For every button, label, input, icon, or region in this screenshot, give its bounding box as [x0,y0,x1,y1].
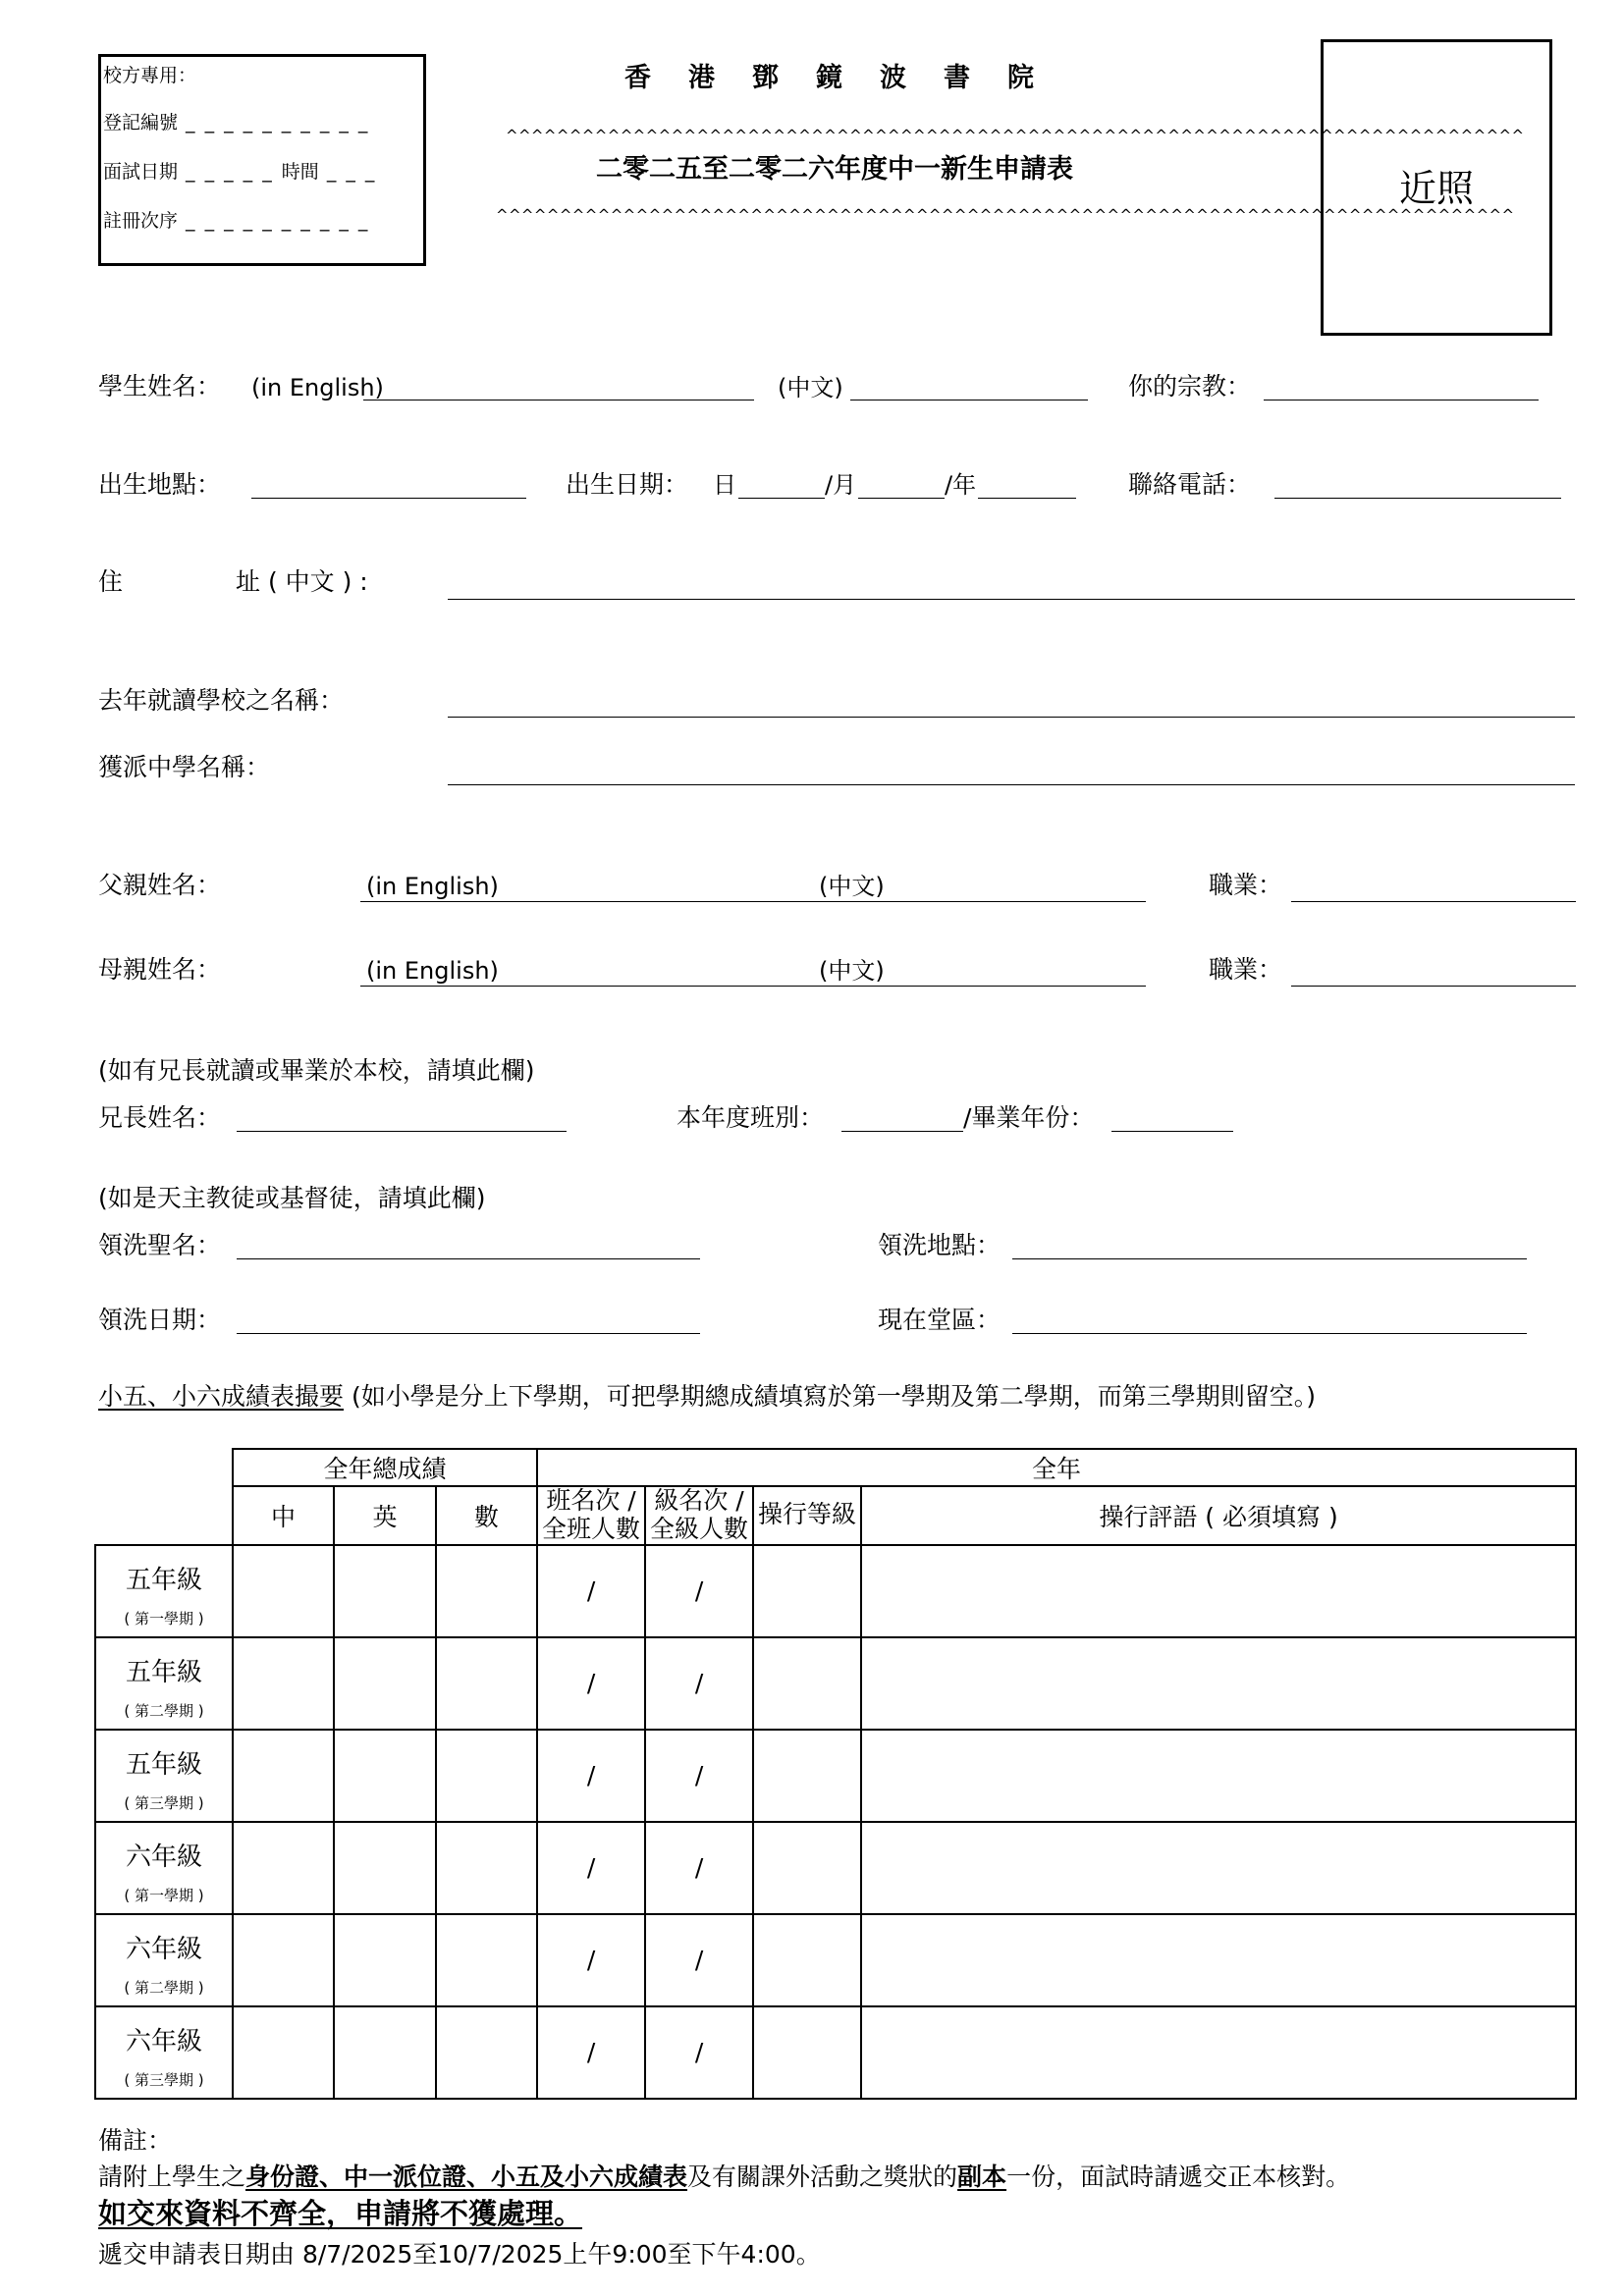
comment-cell[interactable] [861,1730,1576,1822]
notes-label: 備註： [98,2126,173,2155]
row-header [95,1914,233,2006]
col-conduct-header: 操行等級 [753,1486,861,1545]
col-form-rank-header: 級名次 / 全級人數 [645,1486,753,1545]
comment-cell[interactable] [861,1637,1576,1730]
form-rank-cell[interactable]: / [645,1914,753,2006]
col-class-rank-header: 班名次 / 全班人數 [537,1486,645,1545]
holy-name-field[interactable] [237,1258,700,1259]
baptism-date-field[interactable] [237,1333,700,1334]
father-name-field[interactable] [360,901,1146,902]
dob-label: 出生日期： [566,470,689,499]
dob-year-label: /年 [945,471,977,499]
father-occupation-label: 職業： [1209,871,1283,899]
notes-text-2: 及有關課外活動之獎狀的 [687,2163,958,2191]
dob-day-label: 日 [713,471,736,499]
row-term-label: ( 第一學期 ) [124,1886,204,1904]
notes-line-1 [98,2164,1350,2189]
class-rank-cell[interactable]: / [537,1637,645,1730]
address-field[interactable] [448,599,1575,600]
class-rank-cell[interactable]: / [537,1730,645,1822]
row-grade-label: 五年級 [125,1565,202,1595]
form-title: 二零二五至二零二六年度中一新生申請表 [596,154,1073,185]
sibling-grad-year-label: /畢業年份： [963,1103,1095,1132]
conduct-cell[interactable] [753,2006,861,2099]
col-math-header: 數 [436,1486,537,1545]
class-rank-cell[interactable]: / [537,2006,645,2099]
row-term-label: ( 第三學期 ) [124,2070,204,2089]
table-row [95,2006,1576,2099]
holy-name-label: 領洗聖名： [98,1231,222,1259]
row-grade-label: 五年級 [125,1749,202,1780]
sibling-name-field[interactable] [237,1131,567,1132]
math-cell[interactable] [436,1822,537,1914]
form-rank-cell[interactable]: / [645,1545,753,1637]
sibling-note: (如有兄長就讀或畢業於本校，請填此欄) [98,1056,535,1085]
baptism-place-field[interactable] [1012,1258,1527,1259]
phone-label: 聯絡電話： [1128,470,1252,499]
group-year-header: 全年 [537,1449,1576,1486]
student-name-english-label: (in English) [251,374,384,401]
english-cell[interactable] [334,1545,436,1637]
dob-day-field[interactable] [738,498,825,499]
time-label: 時間 [281,161,319,183]
class-rank-cell[interactable]: / [537,1545,645,1637]
enrol-order-label: 註冊次序 [103,210,179,232]
row-header [95,1730,233,1822]
sibling-class-field[interactable] [841,1131,963,1132]
row-term-label: ( 第二學期 ) [124,1701,204,1720]
birthplace-field[interactable] [251,498,526,499]
mother-chinese-label: (中文) [819,957,885,985]
chinese-cell[interactable] [233,1914,334,2006]
notes-deadline: 遞交申請表日期由 8/7/2025至10/7/2025上午9:00至下午4:00。 [98,2240,821,2269]
mother-name-field[interactable] [360,986,1146,987]
table-row [95,1637,1576,1730]
school-name: 香港鄧鏡波書院 [624,63,1071,93]
english-cell[interactable] [334,2006,436,2099]
dob-month-label: /月 [825,471,857,499]
parish-label: 現在堂區： [878,1306,1001,1334]
row-header [95,1822,233,1914]
row-grade-label: 五年級 [125,1657,202,1687]
comment-cell[interactable] [861,2006,1576,2099]
form-rank-cell[interactable]: / [645,2006,753,2099]
religion-label: 你的宗教： [1128,372,1252,400]
row-header [95,1545,233,1637]
grades-table [94,1448,1577,2100]
comment-cell[interactable] [861,1822,1576,1914]
address-label-2: 址 ( 中文 ) : [236,567,368,596]
english-cell[interactable] [334,1822,436,1914]
row-grade-label: 六年級 [125,1842,202,1872]
row-grade-label: 六年級 [125,2026,202,2056]
father-name-label: 父親姓名： [98,871,222,899]
parish-field[interactable] [1012,1333,1527,1334]
math-cell[interactable] [436,1545,537,1637]
col-english-header: 英 [334,1486,436,1545]
comment-cell[interactable] [861,1545,1576,1637]
caret-line-bottom: ^^^^^^^^^^^^^^^^^^^^^^^^^^^^^^^^^^^^^^^^^^^^^^^^^^^^^^^^^^^^^^^^^^^^^^^^^^^^^^^^ [496,206,1515,224]
row-term-label: ( 第三學期 ) [124,1793,204,1812]
father-english-label: (in English) [366,873,499,900]
mother-occupation-label: 職業： [1209,955,1283,984]
row-header [95,2006,233,2099]
photo-box[interactable] [1321,39,1552,336]
group-total-header: 全年總成績 [233,1449,537,1486]
class-rank-cell[interactable]: / [537,1914,645,2006]
row-grade-label: 六年級 [125,1934,202,1964]
table-corner [95,1449,233,1545]
row-header [95,1637,233,1730]
phone-field[interactable] [1274,498,1561,499]
grades-heading-line [98,1384,1316,1409]
conduct-cell[interactable] [753,1545,861,1637]
father-occupation-field[interactable] [1291,901,1576,902]
last-school-label: 去年就讀學校之名稱： [98,686,345,715]
form-rank-cell[interactable]: / [645,1822,753,1914]
row-term-label: ( 第二學期 ) [124,1978,204,1997]
mother-english-label: (in English) [366,957,499,985]
sibling-class-label: 本年度班別： [677,1103,825,1132]
notes-text-3: 一份，面試時請遞交正本核對。 [1006,2163,1351,2191]
sibling-grad-year-field[interactable] [1111,1131,1233,1132]
notes-text-1: 請附上學生之 [98,2163,246,2191]
address-label-1: 住 [98,567,124,596]
table-row [95,1730,1576,1822]
interview-date-label: 面試日期 [103,161,179,183]
comment-cell[interactable] [861,1914,1576,2006]
birthplace-label: 出生地點： [98,470,222,499]
chinese-cell[interactable] [233,1545,334,1637]
chinese-cell[interactable] [233,1822,334,1914]
notes-warning: 如交來資料不齊全，申請將不獲處理。 [98,2197,583,2230]
math-cell[interactable] [436,1730,537,1822]
baptism-date-label: 領洗日期： [98,1306,222,1334]
english-cell[interactable] [334,1730,436,1822]
school-use-box: 校方專用： 登記編號 _ _ _ _ _ _ _ _ _ _ 面試日期 _ _ _ _ _ 時間 _ _ _ 註冊次序 _ _ _ _ _ _ _ _ _ _ [98,54,426,266]
english-cell[interactable] [334,1914,436,2006]
table-row [95,1822,1576,1914]
mother-name-label: 母親姓名： [98,955,222,984]
student-name-chinese-label: (中文) [778,374,843,401]
dob-year-field[interactable] [978,498,1076,499]
father-chinese-label: (中文) [819,873,885,900]
chinese-cell[interactable] [233,1730,334,1822]
conduct-cell[interactable] [753,1637,861,1730]
notes-required-docs: 身份證、中一派位證、小五及小六成績表 [245,2163,688,2191]
math-cell[interactable] [436,1637,537,1730]
notes-copy: 副本 [957,2163,1007,2191]
allocated-school-field[interactable] [448,784,1575,785]
allocated-school-label: 獲派中學名稱： [98,753,271,781]
col-comment-header: 操行評語 ( 必須填寫 ) [861,1486,1576,1545]
row-term-label: ( 第一學期 ) [124,1609,204,1628]
baptism-place-label: 領洗地點： [878,1231,1001,1259]
chinese-cell[interactable] [233,1637,334,1730]
student-name-label: 學生姓名： [98,372,222,400]
grades-heading: 小五、小六成績表撮要 [98,1382,345,1411]
school-use-title: 校方專用： [103,65,197,86]
conduct-cell[interactable] [753,1730,861,1822]
dob-month-field[interactable] [858,498,945,499]
sibling-name-label: 兄長姓名： [98,1103,222,1132]
col-chinese-header: 中 [233,1486,334,1545]
mother-occupation-field[interactable] [1291,986,1576,987]
math-cell[interactable] [436,2006,537,2099]
english-cell[interactable] [334,1637,436,1730]
baptism-note: (如是天主教徒或基督徒，請填此欄) [98,1184,486,1212]
table-row [95,1545,1576,1637]
form-rank-cell[interactable]: / [645,1637,753,1730]
conduct-cell[interactable] [753,1914,861,2006]
reg-no-label: 登記編號 [103,112,179,133]
table-row [95,1914,1576,2006]
form-rank-cell[interactable]: / [645,1730,753,1822]
grades-heading-note: (如小學是分上下學期，可把學期總成績填寫於第一學期及第二學期，而第三學期則留空。) [344,1382,1316,1411]
chinese-cell[interactable] [233,2006,334,2099]
caret-line-top: ^^^^^^^^^^^^^^^^^^^^^^^^^^^^^^^^^^^^^^^^^^^^^^^^^^^^^^^^^^^^^^^^^^^^^^^^^^^^^^^^ [506,127,1525,144]
last-school-field[interactable] [448,717,1575,718]
math-cell[interactable] [436,1914,537,2006]
class-rank-cell[interactable]: / [537,1822,645,1914]
photo-label: 近照 [1398,167,1474,210]
conduct-cell[interactable] [753,1822,861,1914]
